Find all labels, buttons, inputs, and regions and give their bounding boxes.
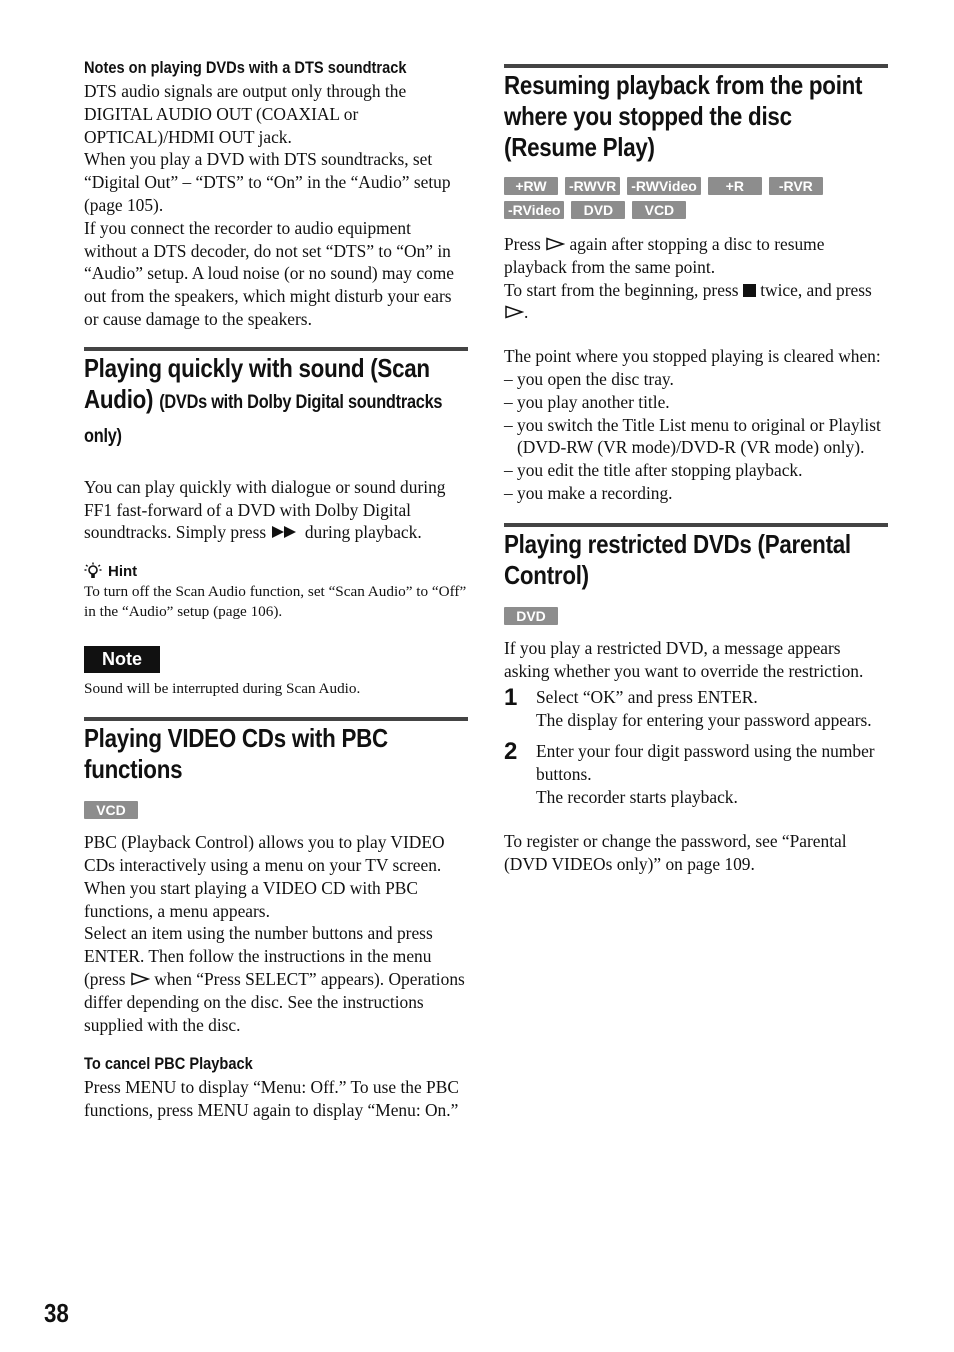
scan-audio-section — [84, 347, 468, 452]
parental-disc-badges — [504, 607, 874, 625]
parental-control-section — [504, 523, 888, 591]
fast-forward-icon — [270, 525, 300, 539]
page-number: 38 — [44, 1298, 69, 1328]
scan-audio-paragraph — [84, 476, 468, 544]
dts-paragraph-3: If you connect the recorder to audio equipment without a DTS decoder, do not set “DTS” to “On” in “Audio” setup. A loud noise (or no sound) may come out from the speakers, which might disturb your ears or cause damage to the speakers. — [84, 217, 454, 329]
resume-play-section — [504, 64, 888, 163]
dts-notes-title: Notes on playing DVDs with a DTS soundtrack — [84, 58, 407, 77]
disc-badge: -RVideo — [504, 201, 564, 219]
parental-paragraph-1: If you play a restricted DVD, a message appears asking whether you want to override the restriction. — [504, 637, 864, 681]
disc-badge: -RVR — [769, 177, 823, 195]
pbc-section — [84, 717, 468, 785]
pbc-text-a: Select an item using the number buttons and press ENTER. Then follow the instructions in the menu (press — [84, 923, 433, 989]
list-item: – you edit the title after stopping playback. — [504, 460, 803, 481]
pbc-paragraph-2: When you start playing a VIDEO CD with PBC functions, a menu appears. — [84, 877, 418, 921]
disc-badge: +RW — [504, 177, 558, 195]
pbc-paragraph-1: PBC (Playback Control) allows you to play VIDEO CDs interactively using a menu on your TV screen. — [84, 832, 445, 875]
list-item: – you make a recording. — [504, 482, 673, 503]
play-icon — [130, 972, 150, 986]
scan-audio-text-a: You can play quickly with dialogue or sound during FF1 fast-forward of a DVD with Dolby Digital soundtracks. Simply press — [84, 476, 446, 543]
resume-text-e: . — [524, 302, 529, 323]
stop-icon — [743, 284, 756, 297]
resume-text-c: To start from the beginning, press — [504, 279, 739, 300]
resume-text-a: Press — [504, 234, 541, 254]
note-label: Note — [84, 646, 160, 673]
disc-badge: +R — [708, 177, 762, 195]
disc-badge: DVD — [571, 201, 625, 219]
hint-text: To turn off the Scan Audio function, set “Scan Audio” to “Off” in the “Audio” setup (page 106). — [84, 583, 467, 621]
disc-badge-dvd: DVD — [504, 607, 558, 625]
disc-badge-vcd: VCD — [84, 801, 138, 819]
resume-text-d: twice, and press — [760, 279, 872, 300]
cancel-pbc-text: Press MENU to display “Menu: Off.” To use the PBC functions, press MENU again to display “Menu: On.” — [84, 1077, 459, 1121]
scan-audio-text-b: during playback. — [304, 522, 422, 543]
step-number: 2 — [504, 737, 518, 765]
play-icon — [545, 237, 565, 251]
step-number: 1 — [504, 684, 518, 712]
list-item: – you open the disc tray. — [504, 368, 674, 389]
pbc-text-b: when “Press SELECT” appears). Operations differ depending on the disc. See the instructions supplied with the disc. — [84, 968, 465, 1035]
step-sub-text: The display for entering your password appears. — [536, 710, 872, 731]
resume-cleared-intro: The point where you stopped playing is cleared when: — [504, 346, 881, 367]
left-column — [84, 56, 468, 1122]
hint-label: Hint — [108, 562, 138, 580]
right-column — [504, 64, 888, 876]
step-sub-text: The recorder starts playback. — [536, 786, 738, 807]
disc-badge: -RWVR — [565, 177, 620, 195]
scan-audio-title: Playing quickly with sound (Scan Audio) — [84, 352, 430, 414]
list-item: – you play another title. — [504, 391, 670, 412]
step-main-text: Select “OK” and press ENTER. — [536, 687, 758, 708]
resume-paragraph-1 — [504, 233, 888, 279]
scan-audio-heading — [84, 353, 467, 452]
resume-text-b: again after stopping a disc to resume playback from the same point. — [504, 234, 825, 277]
step-2 — [504, 737, 888, 808]
cancel-pbc-title: To cancel PBC Playback — [84, 1054, 253, 1074]
resume-paragraph-2 — [504, 279, 888, 325]
resume-cleared-list — [504, 368, 888, 505]
step-1 — [504, 686, 888, 732]
dts-paragraph-2: When you play a DVD with DTS soundtracks, set “Digital Out” – “DTS” to “On” in the “Audio” setup (page 105). — [84, 149, 451, 215]
list-item: – you switch the Title List menu to original or Playlist (DVD-RW (VR mode)/DVD-R (VR mode) only). — [504, 414, 881, 458]
step-main-text: Enter your four digit password using the number buttons. — [536, 740, 875, 784]
resume-play-heading: Resuming playback from the point where you stopped the disc (Resume Play) — [504, 70, 863, 162]
pbc-heading: Playing VIDEO CDs with PBC functions — [84, 723, 388, 785]
pbc-paragraph-3 — [84, 922, 468, 1036]
parental-control-heading: Playing restricted DVDs (Parental Control) — [504, 528, 851, 590]
play-icon — [504, 305, 524, 319]
parental-paragraph-2: To register or change the password, see “Parental (DVD VIDEOs only)” on page 109. — [504, 831, 847, 875]
dts-paragraph-1: DTS audio signals are output only through the DIGITAL AUDIO OUT (COAXIAL or OPTICAL)/HDMI OUT jack. — [84, 81, 407, 147]
hint-heading — [84, 562, 468, 580]
lightbulb-icon — [84, 562, 102, 580]
scan-audio-title-qualifier: (DVDs with Dolby Digital soundtracks only) — [84, 391, 443, 447]
disc-badge: -RWVideo — [627, 177, 701, 195]
pbc-disc-badges — [84, 801, 454, 819]
disc-badge: VCD — [632, 201, 686, 219]
resume-disc-badges — [504, 177, 874, 219]
note-text: Sound will be interrupted during Scan Audio. — [84, 680, 361, 698]
